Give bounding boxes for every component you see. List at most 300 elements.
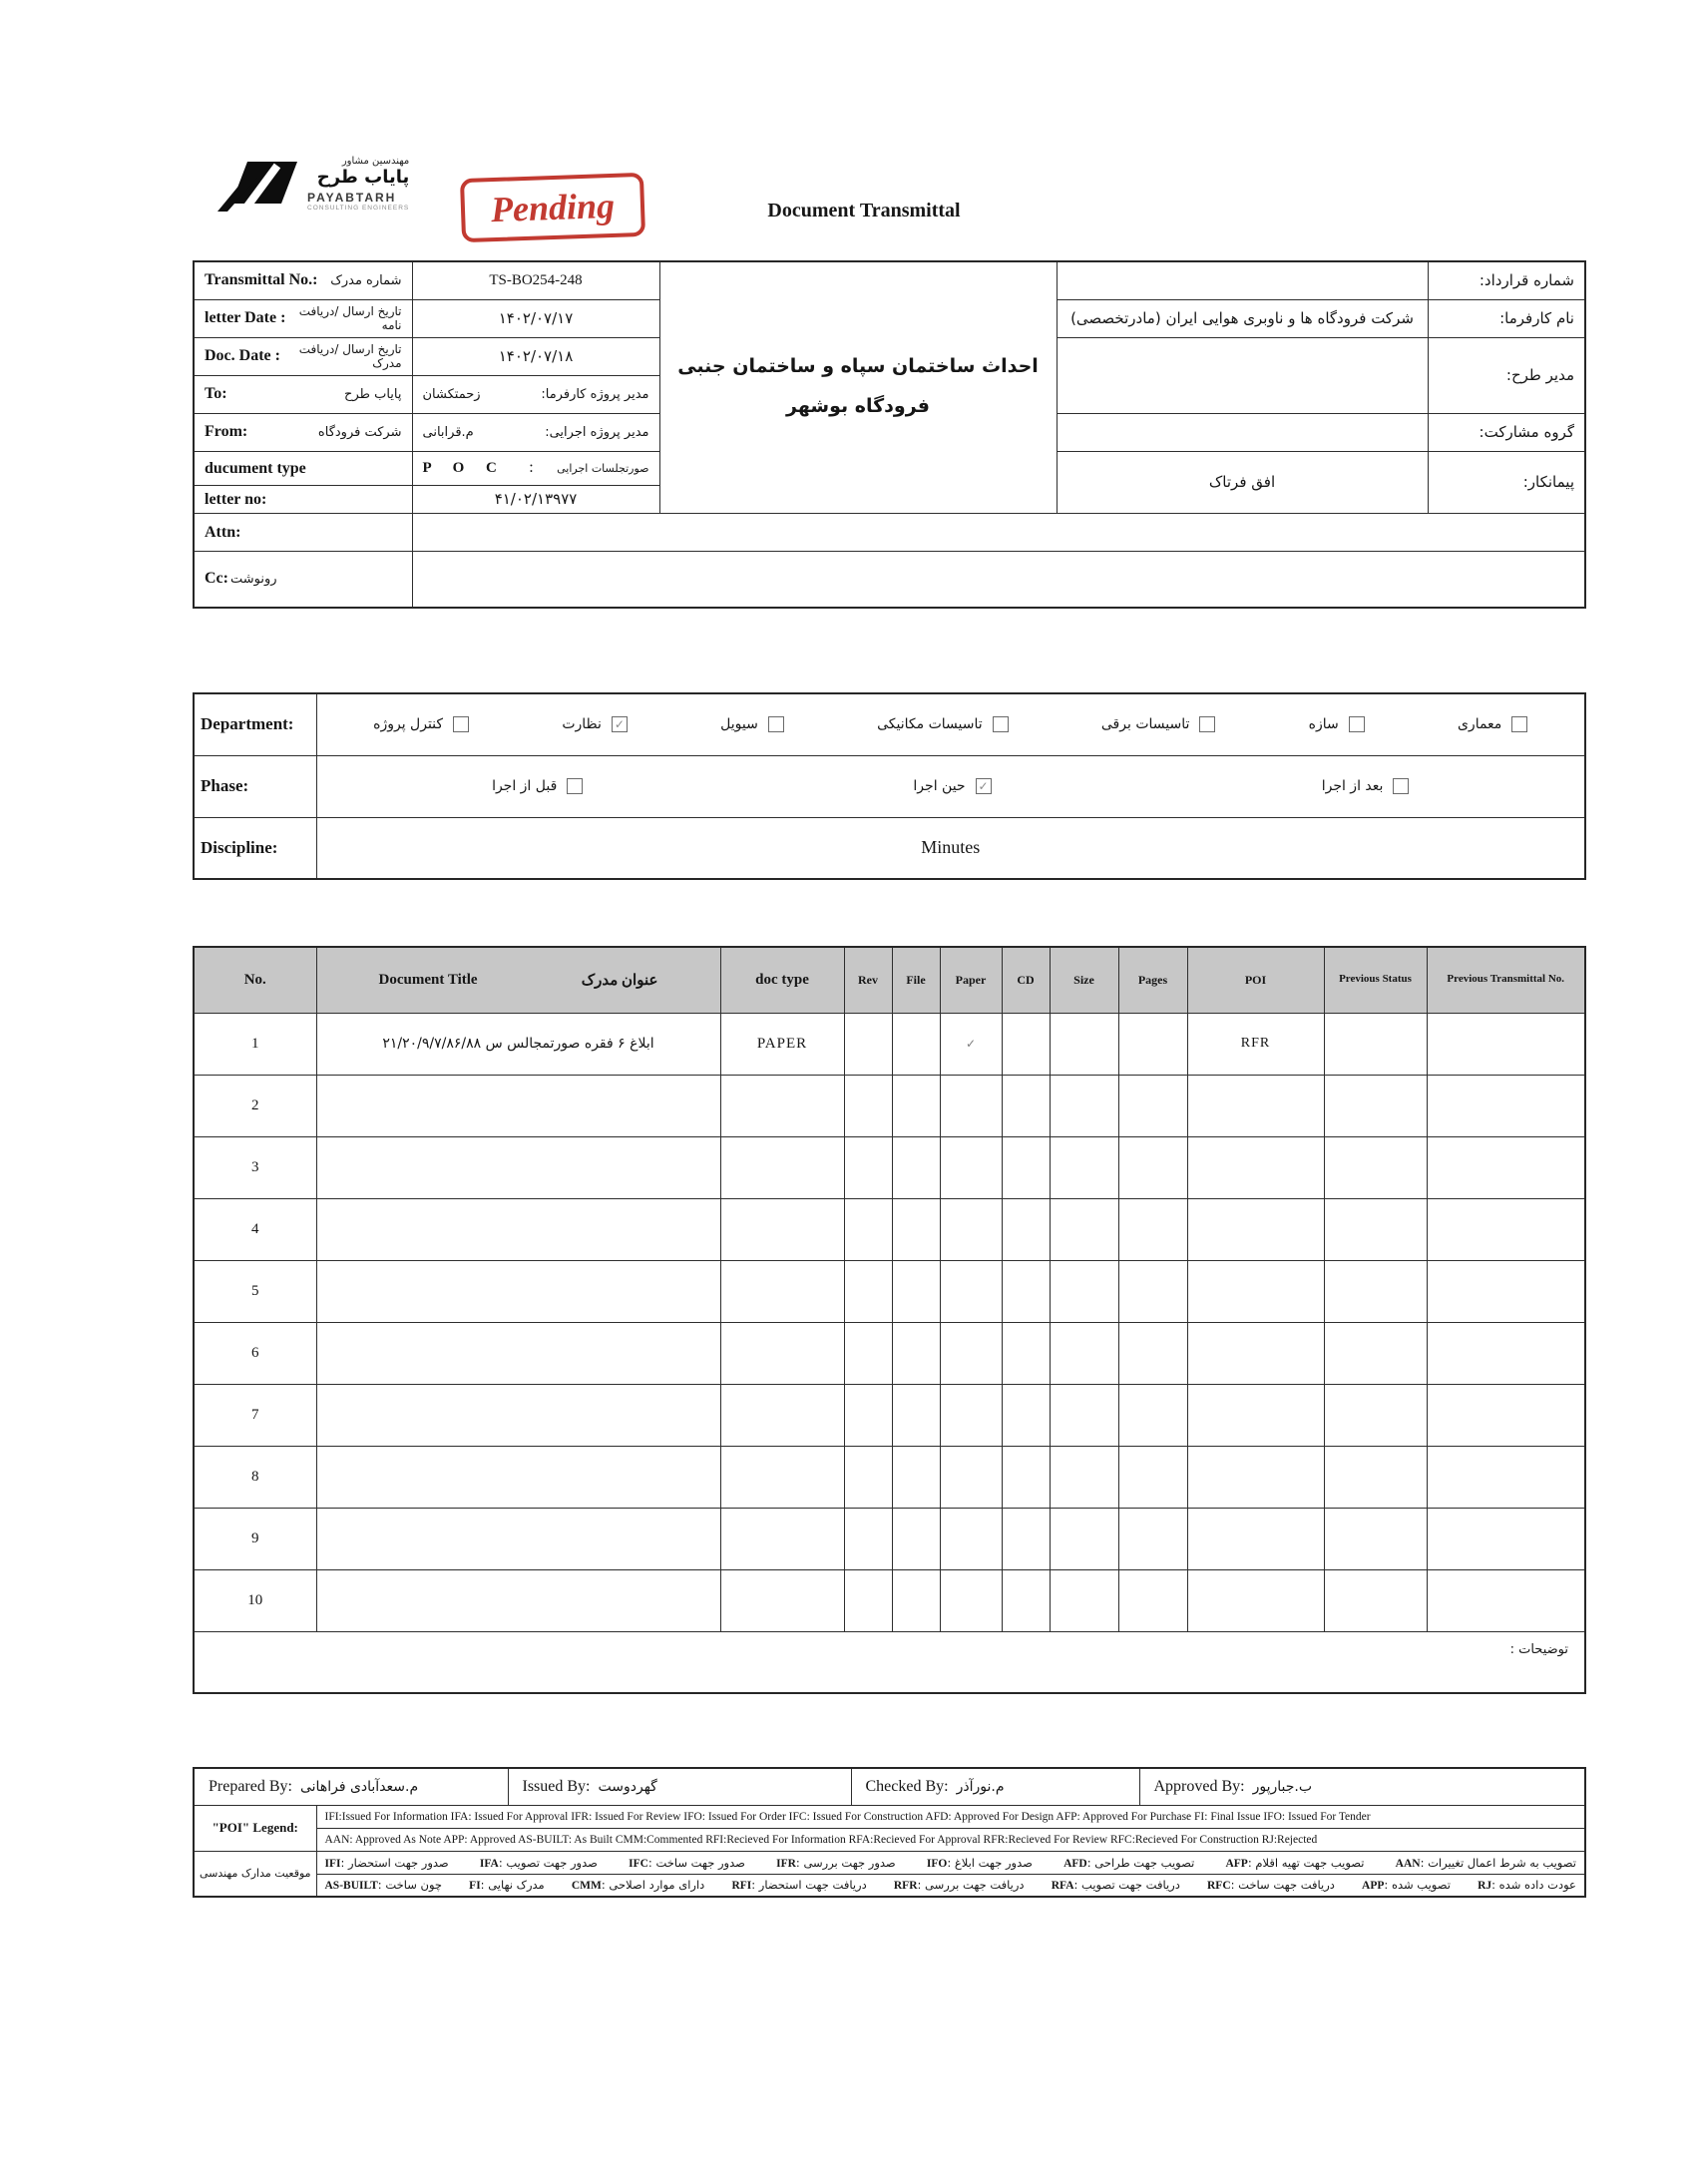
legend-code: RJ (1478, 1880, 1492, 1893)
letter-date-label-cell (194, 299, 412, 337)
fa-legend-line1 (325, 1856, 1577, 1870)
legend-code: APP (1362, 1880, 1385, 1893)
exec-pm-label: مدیر پروژه اجرایی: (545, 424, 649, 440)
col-header-title (316, 947, 720, 1013)
legend-item: CMM: دارای موارد اصلاحی (571, 1878, 705, 1893)
legend-text: چون ساخت (385, 1878, 443, 1893)
pending-stamp: Pending (460, 173, 645, 242)
checkbox-item (720, 716, 784, 732)
cell-pages (1118, 1384, 1187, 1446)
transmittal-no-label-fa: شماره مدرک (330, 272, 402, 288)
cell-file (892, 1384, 940, 1446)
cell-paper (940, 1136, 1002, 1198)
cell-prev-transmittal (1427, 1136, 1585, 1198)
phase-cell (316, 755, 1585, 817)
department-cell (316, 693, 1585, 755)
logo-fa-tagline: مهندسین مشاور (341, 156, 410, 167)
legend-item: AAN: تصویب به شرط اعمال تغییرات (1395, 1855, 1576, 1870)
logo-text (307, 156, 409, 212)
logo-fa-name: پایاب طرح (316, 167, 410, 188)
contract-no-value (1057, 261, 1428, 299)
cell-no: 8 (194, 1446, 316, 1508)
cell-no: 4 (194, 1198, 316, 1260)
checkbox-item (373, 716, 469, 732)
cell-prev-status (1324, 1569, 1427, 1631)
cell-title: ابلاغ ۶ فقره صورتمجالس س ۲۱/۲۰/۹/۷/۸۶/۸۸ (316, 1013, 720, 1075)
doc-type-label-cell (194, 451, 412, 485)
exec-pm-cell (412, 413, 659, 451)
col-header-title-en: Document Title (378, 971, 478, 988)
to-label-cell (194, 375, 412, 413)
cell-prev-status (1324, 1075, 1427, 1136)
cell-cd (1002, 1198, 1050, 1260)
cell-pages (1118, 1260, 1187, 1322)
cell-rev (844, 1322, 892, 1384)
cell-rev (844, 1260, 892, 1322)
project-title-line2: فرودگاه بوشهر (786, 395, 930, 418)
checkbox-label: سازه (1308, 716, 1339, 733)
cell-cd (1002, 1013, 1050, 1075)
legend-item: RFR: دریافت جهت بررسی (893, 1878, 1025, 1893)
legend-text: تصویب شده (1391, 1878, 1451, 1893)
design-manager-value (1057, 337, 1428, 413)
cell-pages (1118, 1508, 1187, 1569)
legend-code: AAN (1395, 1857, 1421, 1870)
legend-item: RJ: عودت داده شده (1478, 1878, 1576, 1893)
cell-rev (844, 1569, 892, 1631)
cell-title (316, 1322, 720, 1384)
legend-code: IFA (479, 1857, 499, 1870)
cell-size (1050, 1569, 1118, 1631)
cell-prev-transmittal (1427, 1446, 1585, 1508)
cell-pages (1118, 1446, 1187, 1508)
cell-poi (1187, 1136, 1324, 1198)
legend-text: دریافت جهت استحضار (758, 1878, 867, 1893)
checkbox[interactable] (1199, 716, 1215, 732)
cell-cd (1002, 1384, 1050, 1446)
table-row (194, 1013, 1585, 1075)
doc-type-value-cell (412, 451, 659, 485)
legend-item: RFC: دریافت جهت ساخت (1206, 1878, 1335, 1893)
checkbox-item (1322, 778, 1410, 794)
cell-rev (844, 1013, 892, 1075)
checkbox[interactable] (567, 778, 583, 794)
checkbox-label: تاسیسات برقی (1100, 716, 1190, 733)
letter-no-label-cell (194, 485, 412, 513)
cell-doc-type (720, 1322, 844, 1384)
col-header-rev: Rev (844, 947, 892, 1013)
checkbox[interactable] (1511, 716, 1527, 732)
cell-size (1050, 1322, 1118, 1384)
poi-legend-line2: AAN: Approved As Note APP: Approved AS-BUILT: As Built CMM:Commented RFI:Recieved For Information RFA:Recieved For Approval RFR:Recieved For Review RFC:Recieved For Construction RJ:Rejected (316, 1828, 1585, 1851)
cell-poi (1187, 1384, 1324, 1446)
cell-doc-type (720, 1198, 844, 1260)
cell-file (892, 1569, 940, 1631)
legend-item: IFO: صدور جهت ابلاغ (926, 1855, 1033, 1870)
cell-no: 3 (194, 1136, 316, 1198)
col-header-poi: POI (1187, 947, 1324, 1013)
cell-no: 2 (194, 1075, 316, 1136)
fa-legend-line2-cell (316, 1874, 1585, 1897)
table-row (194, 1198, 1585, 1260)
cell-no: 7 (194, 1384, 316, 1446)
cell-file (892, 1260, 940, 1322)
checkbox-label: سیویل (720, 716, 758, 733)
doc-type-code: P O C (422, 459, 506, 476)
cell-file (892, 1136, 940, 1198)
legend-text: صدور جهت ساخت (655, 1855, 745, 1870)
doc-type-value: صورتجلسات اجرایی (557, 461, 649, 475)
cell-rev (844, 1075, 892, 1136)
checkbox-item (1101, 716, 1215, 732)
attn-label-cell (194, 513, 412, 551)
legend-text: دریافت جهت ساخت (1238, 1878, 1335, 1893)
cc-label-en: Cc: (205, 570, 228, 588)
fa-legend-label: موقعیت مدارک مهندسی (194, 1851, 316, 1897)
transmittal-info-table (193, 260, 1586, 609)
poi-legend-line1: IFI:Issued For Information IFA: Issued For Approval IFR: Issued For Review IFO: Issued For Order IFC: Issued For Construction AFD: Approved For Design AFP: Approved For Purchase FI: Final Issue IFO: Issued For Tender (316, 1805, 1585, 1828)
legend-item: IFI: صدور جهت استحضار (324, 1855, 449, 1870)
cell-size (1050, 1446, 1118, 1508)
cell-size (1050, 1136, 1118, 1198)
legend-code: RFI (731, 1880, 752, 1893)
doc-date-label-cell (194, 337, 412, 375)
cell-pages (1118, 1136, 1187, 1198)
legend-text: تصویب جهت تهیه اقلام (1255, 1855, 1365, 1870)
cell-prev-status (1324, 1013, 1427, 1075)
cell-doc-type (720, 1260, 844, 1322)
poi-legend-label: "POI" Legend: (194, 1805, 316, 1851)
col-header-title-fa: عنوان مدرک (581, 972, 658, 989)
table-row (194, 1446, 1585, 1508)
cell-cd (1002, 1260, 1050, 1322)
checkbox-label: حین اجرا (913, 778, 966, 794)
classification-table (193, 692, 1586, 880)
attn-label: Attn: (205, 524, 241, 541)
prepared-by-cell (194, 1768, 508, 1805)
design-manager-label: مدیر طرح: (1428, 337, 1585, 413)
transmittal-no-label-en: Transmittal No.: (205, 271, 318, 289)
doc-table-body (194, 1013, 1585, 1631)
cell-file (892, 1322, 940, 1384)
cell-prev-transmittal (1427, 1569, 1585, 1631)
cell-size (1050, 1260, 1118, 1322)
cc-label-fa: رونوشت (229, 571, 277, 587)
company-logo (215, 156, 409, 212)
partnership-value (1057, 413, 1428, 451)
legend-text: تصویب جهت طراحی (1094, 1855, 1195, 1870)
legend-text: دارای موارد اصلاحی (609, 1878, 705, 1893)
checkbox-item (877, 716, 1009, 732)
cell-paper (940, 1569, 1002, 1631)
cell-size (1050, 1075, 1118, 1136)
cell-prev-status (1324, 1446, 1427, 1508)
cell-title (316, 1508, 720, 1569)
legend-code: CMM (571, 1880, 602, 1893)
col-header-paper: Paper (940, 947, 1002, 1013)
checkbox[interactable] (1393, 778, 1409, 794)
cell-prev-status (1324, 1322, 1427, 1384)
remarks-cell (194, 1631, 1585, 1693)
client-name-value: شرکت فرودگاه ها و ناوبری هوایی ایران (مادرتخصصی) (1057, 299, 1428, 337)
cc-value (412, 551, 1585, 608)
checkbox[interactable] (453, 716, 469, 732)
cell-paper (940, 1075, 1002, 1136)
discipline-label: Discipline: (194, 817, 316, 879)
cell-doc-type (720, 1384, 844, 1446)
cell-pages (1118, 1322, 1187, 1384)
cell-title (316, 1198, 720, 1260)
checkbox-item (913, 778, 991, 794)
col-header-prev-status: Previous Status (1324, 947, 1427, 1013)
col-header-cd: CD (1002, 947, 1050, 1013)
contractor-value: افق فرتاک (1057, 451, 1428, 513)
checkbox-item (1458, 716, 1527, 732)
approved-by-cell (1139, 1768, 1585, 1805)
checkbox-item (1309, 716, 1365, 732)
checked-by-cell (851, 1768, 1139, 1805)
doc-date-value: ۱۴۰۲/۰۷/۱۸ (412, 337, 659, 375)
checkbox-label: قبل از اجرا (492, 778, 558, 794)
transmittal-no-value: TS-BO254-248 (412, 261, 659, 299)
cell-prev-transmittal (1427, 1322, 1585, 1384)
legend-text: مدرک نهایی (488, 1878, 545, 1893)
legend-text: صدور جهت ابلاغ (954, 1855, 1033, 1870)
legend-code: AS-BUILT (324, 1880, 378, 1893)
remarks-label: توضیحات : (1509, 1641, 1568, 1657)
from-value: شرکت فرودگاه (317, 424, 402, 440)
department-options (327, 716, 1575, 732)
legend-text: عودت داده شده (1498, 1878, 1576, 1893)
legend-item: AFD: تصویب جهت طراحی (1063, 1855, 1195, 1870)
cell-poi (1187, 1322, 1324, 1384)
cell-prev-status (1324, 1384, 1427, 1446)
cell-poi (1187, 1198, 1324, 1260)
prepared-by-value: م.سعدآبادی فراهانی (299, 1778, 419, 1795)
col-header-file: File (892, 947, 940, 1013)
legend-item: RFI: دریافت جهت استحضار (731, 1878, 867, 1893)
logo-mark-icon (215, 156, 299, 212)
cell-prev-transmittal (1427, 1198, 1585, 1260)
cell-rev (844, 1508, 892, 1569)
discipline-value: Minutes (316, 817, 1585, 879)
legend-item: AFP: تصویب جهت تهیه اقلام (1225, 1855, 1365, 1870)
cell-cd (1002, 1322, 1050, 1384)
checkbox[interactable] (1349, 716, 1365, 732)
cell-prev-transmittal (1427, 1075, 1585, 1136)
document-list-table (193, 946, 1586, 1694)
legend-code: IFI (324, 1857, 341, 1870)
department-label: Department: (194, 693, 316, 755)
checkbox-label: بعد از اجرا (1321, 778, 1384, 794)
contractor-label: پیمانکار: (1428, 451, 1585, 513)
cell-paper (940, 1384, 1002, 1446)
legend-text: صدور جهت بررسی (803, 1855, 896, 1870)
cell-paper (940, 1508, 1002, 1569)
cell-cd (1002, 1446, 1050, 1508)
col-header-size: Size (1050, 947, 1118, 1013)
cell-title (316, 1260, 720, 1322)
cell-prev-transmittal (1427, 1384, 1585, 1446)
client-pm-value: زحمتکشان (422, 386, 481, 402)
legend-code: RFA (1051, 1880, 1074, 1893)
prepared-by-label: Prepared By: (209, 1777, 292, 1795)
table-row (194, 1508, 1585, 1569)
page-title: Document Transmittal (767, 200, 961, 221)
cc-label-cell (194, 551, 412, 608)
legend-code: FI (469, 1880, 481, 1893)
client-name-label: نام کارفرما: (1428, 299, 1585, 337)
approved-by-value: ب.جبارپور (1252, 1778, 1313, 1795)
doc-date-label-fa: تاریخ ارسال /دریافت مدرک (298, 342, 402, 370)
cell-pages (1118, 1013, 1187, 1075)
cell-file (892, 1446, 940, 1508)
phase-label: Phase: (194, 755, 316, 817)
legend-item: IFA: صدور جهت تصویب (479, 1855, 598, 1870)
table-row (194, 1569, 1585, 1631)
to-value: پایاب طرح (344, 386, 402, 402)
legend-code: RFR (893, 1880, 918, 1893)
cell-doc-type: PAPER (720, 1013, 844, 1075)
checkbox[interactable]: ✓ (612, 716, 628, 732)
phase-options (327, 778, 1575, 794)
issued-by-label: Issued By: (522, 1777, 591, 1795)
attn-value (412, 513, 1585, 551)
table-row (194, 1322, 1585, 1384)
doc-date-label-en: Doc. Date : (205, 347, 280, 364)
signatures-legend-table (193, 1767, 1586, 1898)
cell-paper: ✓ (940, 1013, 1002, 1075)
checkbox-item (492, 778, 583, 794)
cell-pages (1118, 1198, 1187, 1260)
cell-prev-status (1324, 1198, 1427, 1260)
cell-paper (940, 1198, 1002, 1260)
cell-size (1050, 1384, 1118, 1446)
cell-pages (1118, 1075, 1187, 1136)
client-pm-cell (412, 375, 659, 413)
cell-poi (1187, 1508, 1324, 1569)
col-header-pages: Pages (1118, 947, 1187, 1013)
transmittal-no-label-cell (194, 261, 412, 299)
cell-doc-type (720, 1446, 844, 1508)
legend-text: تصویب به شرط اعمال تغییرات (1428, 1855, 1576, 1870)
cell-prev-status (1324, 1508, 1427, 1569)
cell-rev (844, 1198, 892, 1260)
legend-code: IFC (629, 1857, 648, 1870)
cell-file (892, 1198, 940, 1260)
logo-en-tagline: CONSULTING ENGINEERS (307, 205, 410, 212)
cell-doc-type (720, 1075, 844, 1136)
cell-file (892, 1013, 940, 1075)
cell-pages (1118, 1569, 1187, 1631)
checkbox[interactable] (993, 716, 1009, 732)
fa-legend-line2 (325, 1878, 1577, 1892)
cell-prev-status (1324, 1136, 1427, 1198)
contract-no-label: شماره قرارداد: (1428, 261, 1585, 299)
issued-by-cell (508, 1768, 851, 1805)
cell-rev (844, 1384, 892, 1446)
from-label: From: (205, 423, 248, 440)
col-header-prev-transmittal: Previous Transmittal No. (1427, 947, 1585, 1013)
letter-no-value: ۴۱/۰۲/۱۳۹۷۷ (412, 485, 659, 513)
cell-paper (940, 1260, 1002, 1322)
cell-poi (1187, 1446, 1324, 1508)
legend-code: IFR (776, 1857, 796, 1870)
cell-doc-type (720, 1569, 844, 1631)
checkbox-label: نظارت (562, 716, 602, 733)
cell-poi (1187, 1569, 1324, 1631)
checked-by-label: Checked By: (865, 1777, 949, 1795)
col-header-doc-type: doc type (720, 947, 844, 1013)
cell-rev (844, 1136, 892, 1198)
letter-date-label-en: letter Date : (205, 309, 286, 326)
letter-date-value: ۱۴۰۲/۰۷/۱۷ (412, 299, 659, 337)
cell-poi: RFR (1187, 1013, 1324, 1075)
cell-cd (1002, 1508, 1050, 1569)
table-row (194, 1384, 1585, 1446)
cell-no: 10 (194, 1569, 316, 1631)
doc-type-colon: : (529, 459, 534, 476)
exec-pm-value: م.قرابانی (422, 424, 474, 440)
checkbox-label: کنترل پروژه (373, 716, 444, 733)
cell-file (892, 1075, 940, 1136)
project-title-line1: احداث ساختمان سپاه و ساختمان جنبی (677, 355, 1039, 378)
from-label-cell (194, 413, 412, 451)
legend-text: دریافت جهت بررسی (925, 1878, 1025, 1893)
cell-rev (844, 1446, 892, 1508)
partnership-label: گروه مشارکت: (1428, 413, 1585, 451)
cell-cd (1002, 1569, 1050, 1631)
checkbox-label: تاسیسات مکانیکی (877, 716, 983, 733)
cell-poi (1187, 1075, 1324, 1136)
cell-title (316, 1384, 720, 1446)
cell-title (316, 1569, 720, 1631)
cell-paper (940, 1446, 1002, 1508)
cell-cd (1002, 1075, 1050, 1136)
cell-size (1050, 1198, 1118, 1260)
cell-prev-status (1324, 1260, 1427, 1322)
cell-no: 9 (194, 1508, 316, 1569)
legend-code: RFC (1206, 1880, 1231, 1893)
cell-no: 1 (194, 1013, 316, 1075)
to-label: To: (205, 385, 227, 402)
legend-item: RFA: دریافت جهت تصویب (1051, 1878, 1180, 1893)
cell-prev-transmittal (1427, 1013, 1585, 1075)
cell-doc-type (720, 1136, 844, 1198)
legend-item: IFR: صدور جهت بررسی (776, 1855, 896, 1870)
approved-by-label: Approved By: (1153, 1777, 1245, 1795)
letter-date-label-fa: تاریخ ارسال /دریافت نامه (298, 304, 402, 332)
cell-poi (1187, 1260, 1324, 1322)
cell-prev-transmittal (1427, 1508, 1585, 1569)
table-row (194, 1260, 1585, 1322)
letter-no-label: letter no: (205, 491, 267, 508)
checkbox[interactable]: ✓ (976, 778, 992, 794)
col-header-no: No. (194, 947, 316, 1013)
cell-no: 5 (194, 1260, 316, 1322)
doc-type-label: ducument type (205, 460, 306, 477)
legend-code: AFD (1063, 1857, 1087, 1870)
cell-paper (940, 1322, 1002, 1384)
cell-title (316, 1136, 720, 1198)
checkbox-label: معماری (1457, 716, 1502, 733)
checkbox[interactable] (768, 716, 784, 732)
legend-text: دریافت جهت تصویب (1081, 1878, 1180, 1893)
legend-text: صدور جهت استحضار (348, 1855, 449, 1870)
table-row (194, 1075, 1585, 1136)
project-title-cell (659, 261, 1057, 513)
legend-item: AS-BUILT: چون ساخت (324, 1878, 443, 1893)
